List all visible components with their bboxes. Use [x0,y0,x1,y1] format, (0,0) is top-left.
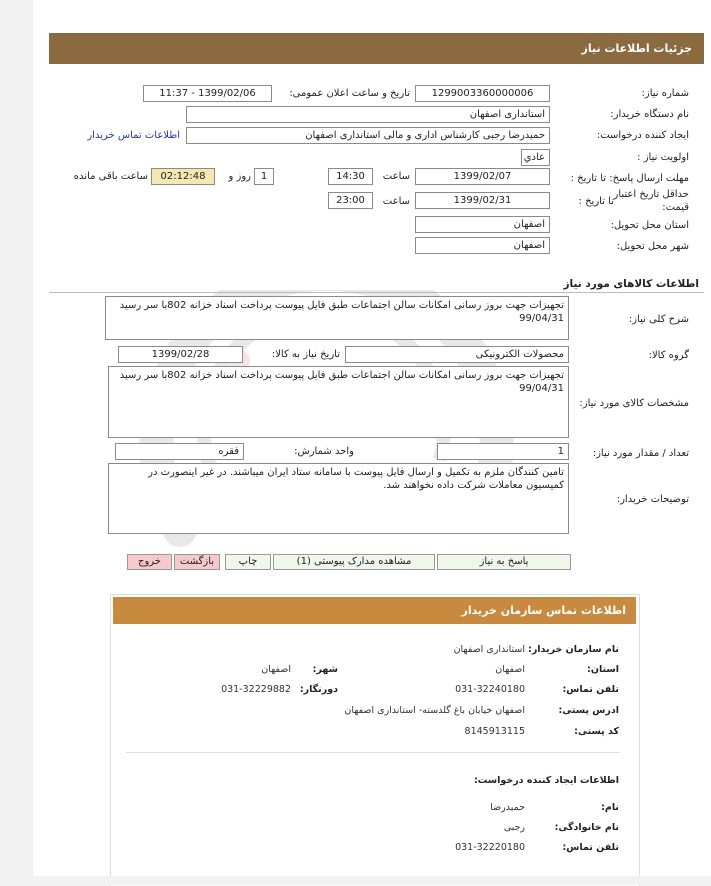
city-label: شهر محل تحویل: [616,241,689,252]
general-desc-field: تجهیزات جهت بروز رسانی امکانات سالن اجتماعات طبق فایل پیوست پرداخت اسناد خزانه 802با سر رسید 99/04/31 [105,296,569,340]
quantity-label: تعداد / مقدار مورد نیاز: [592,448,689,459]
days-label: روز و [228,171,251,182]
unit-label: واحد شمارش: [294,446,354,457]
deadline-time-label: ساعت [382,171,410,182]
validity-label: حداقل تاریخ اعتبار قیمت: [613,189,689,213]
contact-phone-label: تلفن تماس: [562,684,619,695]
view-attachments-button[interactable]: مشاهده مدارک پیوستی (1) [273,554,435,570]
exit-button[interactable]: خروج [127,554,172,570]
contact-card [110,594,640,886]
contact-fax-label: دورنگار: [299,684,338,695]
validity-time-field: 23:00 [328,192,373,209]
contact-phone-value: 031-32240180 [455,684,525,695]
reply-button[interactable]: پاسخ به نیاز [437,554,571,570]
contact-divider [126,752,620,753]
announce-field: 1399/02/06 - 11:37 [143,85,272,102]
org-name-label: نام سازمان خریدار: [528,644,619,655]
first-name-label: نام: [601,802,619,813]
deadline-time-field: 14:30 [328,168,373,185]
contact-address-value: اصفهان خیابان باغ گلدسته- استانداری اصفهان [344,705,525,716]
contact-city-value: اصفهان [261,664,291,675]
requester-label: ایجاد کننده درخواست: [596,130,689,141]
validity-to-label: تا تاریخ : [578,196,614,207]
page-title: جزئیات اطلاعات نیاز [49,33,704,64]
spec-field: تجهیزات جهت بروز رسانی امکانات سالن اجتماعات طبق فایل پیوست پرداخت اسناد خزانه 802با سر رسید 99/04/31 [108,366,569,438]
buyer-notes-field: تامین کنندگان ملزم به تکمیل و ارسال فایل پیوست با سامانه ستاد ایران میباشند. در غیر اینصورت در کمیسیون معاملات شرکت داده نخواهند شد. [108,463,569,534]
province-field: اصفهان [415,216,550,233]
page-bottom-strip [33,876,711,885]
need-date-field: 1399/02/28 [118,346,243,363]
province-label: استان محل تحویل: [610,220,689,231]
announce-label: تاریخ و ساعت اعلان عمومی: [289,88,410,99]
last-name-label: نام خانوادگی: [554,822,619,833]
buyer-notes-label: توضیحات خریدار: [616,494,689,505]
quantity-field: 1 [437,443,569,460]
contact-province-label: استان: [587,664,619,675]
contact-address-label: ادرس پستی: [558,705,619,716]
contact-province-value: اصفهان [495,664,525,675]
print-button[interactable]: چاپ [225,554,271,570]
org-name-value: استانداری اصفهان [453,644,525,655]
contact-postal-value: 8145913115 [464,726,525,737]
last-name-value: رجبی [503,822,525,833]
validity-time-label: ساعت [382,196,410,207]
remaining-time-field: 02:12:48 [151,168,215,185]
city-field: اصفهان [415,237,550,254]
general-desc-label: شرح کلی نیاز: [628,314,689,325]
priority-label: اولویت نیاز : [637,152,689,163]
buyer-contact-link[interactable]: اطلاعات تماس خریدار [87,130,180,141]
first-name-value: حمیدرضا [490,802,525,813]
spec-label: مشخصات کالای مورد نیاز: [579,398,689,409]
priority-field: عادي [521,149,550,166]
unit-field: فقره [115,443,244,460]
need-number-field: 1299003360000006 [415,85,550,102]
days-count-field: 1 [254,168,274,185]
remaining-label: ساعت باقی مانده [73,171,148,182]
validity-date-field: 1399/02/31 [415,192,550,209]
contact-city-label: شهر: [312,664,338,675]
requester-phone-value: 031-32220180 [455,842,525,853]
buyer-org-field: استانداری اصفهان [186,106,550,123]
need-date-label: تاریخ نیاز به کالا: [271,349,340,360]
deadline-label: مهلت ارسال پاسخ: تا تاریخ : [570,173,689,184]
browser-top-strip [33,0,711,15]
contact-postal-label: کد پستی: [574,726,619,737]
contact-fax-value: 031-32229882 [221,684,291,695]
goods-group-field: محصولات الکترونیکی [345,346,569,363]
goods-section-title: اطلاعات کالاهای مورد نیاز [563,278,699,290]
goods-group-label: گروه کالا: [648,350,689,361]
back-button[interactable]: بازگشت [174,554,220,570]
need-number-label: شماره نیاز: [641,88,689,99]
section-divider [49,292,704,293]
requester-field: حمیدرضا رجبی کارشناس اداری و مالی استانداری اصفهان [186,127,550,144]
contact-card-title: اطلاعات تماس سازمان خریدار [113,597,636,624]
buyer-org-label: نام دستگاه خریدار: [610,109,689,120]
requester-phone-label: تلفن تماس: [562,842,619,853]
deadline-date-field: 1399/02/07 [415,168,550,185]
requester-section-title: اطلاعات ایجاد کننده درخواست: [473,775,619,786]
